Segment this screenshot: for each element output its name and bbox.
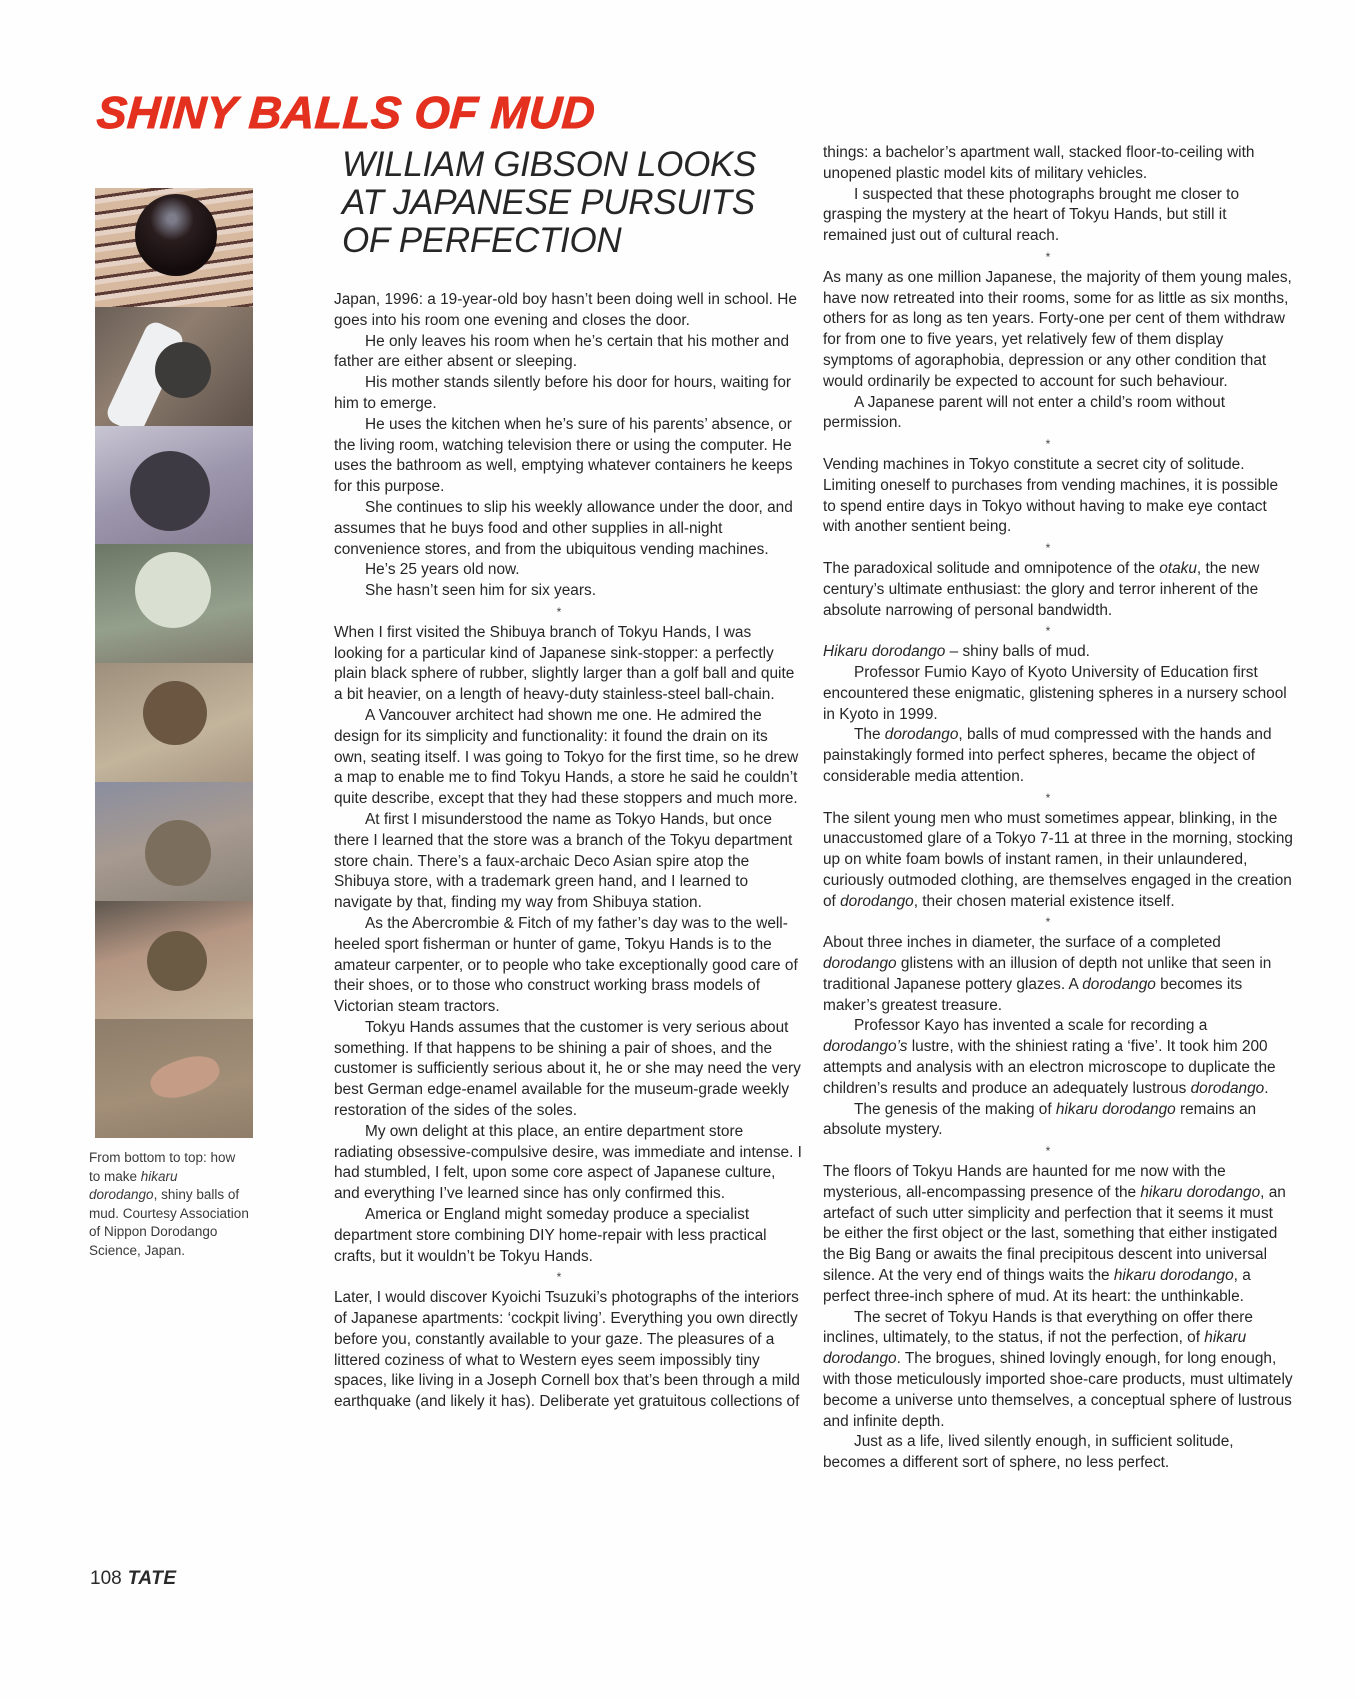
sphere-shape	[155, 342, 211, 398]
sphere-shape	[130, 451, 210, 531]
photo-ball-with-cloth	[95, 307, 253, 426]
paragraph: He uses the kitchen when he’s sure of his parents’ absence, or the living room, watching television there or using the computer. He uses the bathroom as well, emptying whatever containers he keeps for this purpose.	[334, 415, 793, 496]
sphere-shape	[135, 552, 211, 628]
article-title: SHINY BALLS OF MUD	[95, 87, 597, 138]
magazine-name: TATE	[127, 1568, 177, 1589]
section-separator: *	[1045, 790, 1051, 805]
paragraph: He only leaves his room when he’s certain that his mother and father are either absent or sleeping.	[334, 332, 790, 371]
text-run: The silent young men who must sometimes appear, blinking, in the unaccustomed glare of a Tokyo 7-11 at three in the morning, stocking up on white foam bowls of instant ramen, in their unlaundered, curiously outmoded clothing, are themselves engaged in the creation of	[823, 809, 1293, 910]
text-run: becomes its maker’s greatest treasure.	[823, 975, 1243, 1014]
caption-text: , shiny balls of mud. Courtesy Association of Nippon Dorodango Science, Japan.	[89, 1187, 249, 1258]
paragraph	[823, 933, 1293, 1016]
paragraph: A Vancouver architect had shown me one. He admired the design for its simplicity and functionality: it found the drain on its own, seating itself. I was going to Tokyo for the first time, so he drew a map to enable me to find Tokyu Hands, a store he said he couldn’t quite describe, except that they had these stoppers and much more.	[334, 706, 799, 808]
hand-shape	[146, 1048, 224, 1106]
paragraph: As many as one million Japanese, the majority of them young males, have now retreated into their rooms, some for as little as six months, others for as long as ten years. Forty-one per cent of them withdraw for from one to five years, yet relatively few of them display symptoms of agoraphobia, depression or any other condition that would ordinarily be expected to account for such behaviour.	[823, 268, 1292, 390]
text-run: The paradoxical solitude and omnipotence of the	[823, 559, 1160, 577]
paragraph: Japan, 1996: a 19-year-old boy hasn’t been doing well in school. He goes into his room one evening and closes the door.	[334, 291, 797, 329]
paragraph: I suspected that these photographs brought me closer to grasping the mystery at the heart of Tokyu Hands, but still it remained just out of cultural reach.	[823, 185, 1240, 245]
paragraph: He’s 25 years old now.	[365, 561, 520, 579]
section-separator: *	[1045, 249, 1051, 264]
paragraph: At first I misunderstood the name as Tokyo Hands, but once there I learned that the store was a branch of the Tokyu department store chain. There’s a faux-archaic Deco Asian spire atop the Shibuya store, with a trademark green hand, and I learned to navigate by that, finding my way from Shibuya station.	[334, 810, 793, 912]
section-separator: *	[556, 1270, 562, 1285]
paragraph: things: a bachelor’s apartment wall, stacked floor-to-ceiling with unopened plastic model kits of military vehicles.	[823, 144, 1255, 182]
section-separator: *	[1045, 624, 1051, 639]
italic-term: otaku	[1159, 559, 1197, 577]
paragraph: America or England might someday produce a specialist department store combining DIY home-repair with less practical crafts, but it wouldn’t be Tokyu Hands.	[334, 1206, 767, 1265]
photo-strip	[95, 188, 253, 1138]
sphere-shape	[145, 820, 211, 886]
section-separator: *	[1045, 1144, 1051, 1159]
caption-italic: hikaru dorodango	[89, 1168, 178, 1202]
text-run: , the new century’s ultimate enthusiast: the glory and terror inherent of the absolute narrowing of personal bandwidth.	[823, 559, 1260, 619]
italic-term: dorodango	[1190, 1079, 1265, 1097]
photo-forming-mud-ball	[95, 782, 253, 901]
italic-term: dorodango	[1082, 975, 1156, 993]
text-run: The	[854, 726, 885, 744]
page-number: 108	[90, 1568, 122, 1589]
photo-cupped-hands-mud	[95, 901, 253, 1020]
caption-text: From bottom to top: how to make	[89, 1150, 236, 1184]
paragraph: She continues to slip his weekly allowance under the door, and assumes that he buys food and other supplies in all-night convenience stores, and from the ubiquitous vending machines.	[334, 498, 793, 558]
paragraph	[823, 1100, 1293, 1142]
text-run: glistens with an illusion of depth not unlike that seen in traditional Japanese pottery glazes. A	[823, 955, 1272, 993]
italic-term: hikaru dorodango	[1140, 1183, 1261, 1201]
paragraph: My own delight at this place, an entire department store radiating obsessive-compulsive desire, was immediate and intense. I had stumbled, I felt, upon some core aspect of Japanese culture, and everything I’ve learned since has only confirmed this.	[334, 1122, 802, 1203]
paragraph: As the Abercrombie & Fitch of my father’s day was to the well-heeled sport fisherman or hunter of game, Tokyu Hands is to the amateur carpenter, or to people who take exceptionally good care of their shoes, or to those who construct working brass models of Victorian steam tractors.	[334, 914, 798, 1016]
paragraph	[823, 1162, 1293, 1308]
text-run: The floors of Tokyu Hands are haunted for me now with the mysterious, all-encompassing presence of the	[823, 1163, 1226, 1201]
photo-hand-on-mud	[95, 1019, 253, 1138]
paragraph: She hasn’t seen him for six years.	[365, 582, 596, 600]
section-separator: *	[556, 604, 562, 619]
italic-term: hikaru dorodango	[823, 1329, 1247, 1368]
section-separator: *	[1045, 915, 1051, 930]
text-run: remains an absolute mystery.	[823, 1100, 1257, 1139]
italic-term: dorodango	[823, 955, 897, 973]
paragraph: When I first visited the Shibuya branch of Tokyu Hands, I was looking for a particular kind of Japanese sink-stopper: a perfectly plain black sphere of rubber, slightly larger than a golf ball and quite a bit heavier, on a length of heavy-duty stainless-steel ball-chain.	[334, 623, 795, 704]
photo-dark-ball-in-hands	[95, 426, 253, 545]
photo-mud-ball-on-soil	[95, 663, 253, 782]
paragraph	[823, 809, 1293, 913]
page-footer	[90, 1568, 177, 1590]
text-run: lustre, with the shiniest rating a ‘five’. It took him 200 attempts and analysis with an electron microscope to duplicate the children’s results and produce an adequately lustrous	[823, 1038, 1276, 1097]
paragraph	[823, 725, 1293, 787]
paragraph	[823, 642, 1293, 663]
text-run: – shiny balls of mud.	[945, 643, 1090, 661]
italic-term: hikaru dorodango	[1113, 1267, 1234, 1285]
italic-term: Hikaru dorodango	[823, 643, 946, 661]
text-run: The secret of Tokyu Hands is that everything on offer there inclines, ultimately, to the status, if not the perfection, of	[823, 1308, 1253, 1347]
italic-term: hikaru dorodango	[1055, 1100, 1176, 1118]
paragraph: Vending machines in Tokyo constitute a secret city of solitude. Limiting oneself to purchases from vending machines, it is possible to spend entire days in Tokyo without having to make eye contact with another sentient being.	[823, 455, 1279, 536]
text-run: , balls of mud compressed with the hands and painstakingly formed into perfect spheres, became the object of considerable media attention.	[823, 726, 1272, 785]
photo-caption	[89, 1149, 249, 1260]
text-run: , their chosen material existence itself.	[913, 892, 1175, 910]
text-run: Professor Kayo has invented a scale for recording a	[854, 1017, 1208, 1035]
text-run: About three inches in diameter, the surface of a completed	[823, 934, 1221, 952]
text-run: The genesis of the making of	[854, 1100, 1056, 1118]
sphere-shape	[135, 194, 217, 276]
paragraph	[823, 1308, 1293, 1433]
article-subtitle: WILLIAM GIBSON LOOKS AT JAPANESE PURSUITS OF PERFECTION	[342, 145, 757, 260]
section-separator: *	[1045, 437, 1051, 452]
paragraph: Tokyu Hands assumes that the customer is very serious about something. If that happens to be shining a pair of shoes, and the customer is sufficiently serious about it, he or she may need the very best German edge-enamel available for the museum-grade weekly restoration of the sides of the soles.	[334, 1018, 801, 1120]
paragraph	[823, 1016, 1293, 1099]
italic-term: dorodango	[884, 726, 959, 744]
photo-white-ball-in-hands	[95, 544, 253, 663]
paragraph: A Japanese parent will not enter a child’s room without permission.	[823, 393, 1226, 432]
sphere-shape	[143, 681, 207, 745]
body-column-2	[823, 143, 1293, 1474]
paragraph	[823, 559, 1293, 621]
text-run: , an artefact of such utter simplicity and perfection that it seems it must be either the first object or the last, something that either instigated the Big Bang or awaits the final precipitous descent into universal silence. At the very end of things waits the	[823, 1183, 1286, 1285]
italic-term: dorodango’s	[823, 1038, 908, 1056]
text-run: .	[1264, 1079, 1269, 1097]
body-column-1	[334, 290, 804, 1413]
paragraph: Just as a life, lived silently enough, in sufficient solitude, becomes a different sort of sphere, no less perfect.	[823, 1433, 1234, 1472]
sphere-shape	[147, 931, 207, 991]
paragraph: Professor Fumio Kayo of Kyoto University of Education first encountered these enigmatic, glistening spheres in a nursery school in Kyoto in 1999.	[823, 663, 1287, 723]
paragraph: His mother stands silently before his door for hours, waiting for him to emerge.	[334, 374, 792, 412]
photo-black-shiny-dorodango	[95, 188, 253, 307]
text-run: , a perfect three-inch sphere of mud. At its heart: the unthinkable.	[823, 1267, 1251, 1305]
text-run: . The brogues, shined lovingly enough, for long enough, with those meticulously imported shoe-care products, must ultimately become a universe unto themselves, a conceptual sphere of lustrous and infinite depth.	[823, 1350, 1293, 1430]
paragraph: Later, I would discover Kyoichi Tsuzuki’s photographs of the interiors of Japanese apartments: ‘cockpit living’. Everything you own directly before you, constantly available to your gaze. The pleasures of a littered coziness of what to Western eyes seem impossibly tiny spaces, like living in a Joseph Cornell box that’s been through a mild earthquake (and likely it has). Deliberate yet gratuitous collections of	[334, 1289, 800, 1411]
section-separator: *	[1045, 541, 1051, 556]
italic-term: dorodango	[840, 892, 914, 910]
